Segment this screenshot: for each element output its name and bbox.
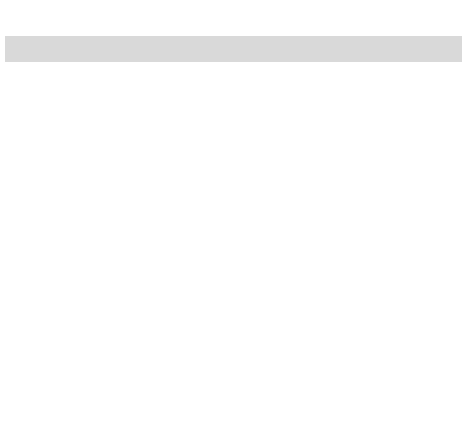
article-column-right — [239, 68, 463, 413]
article-column-left — [5, 68, 229, 413]
article-columns — [5, 68, 462, 413]
subheadline — [5, 36, 462, 62]
headline — [5, 4, 462, 34]
